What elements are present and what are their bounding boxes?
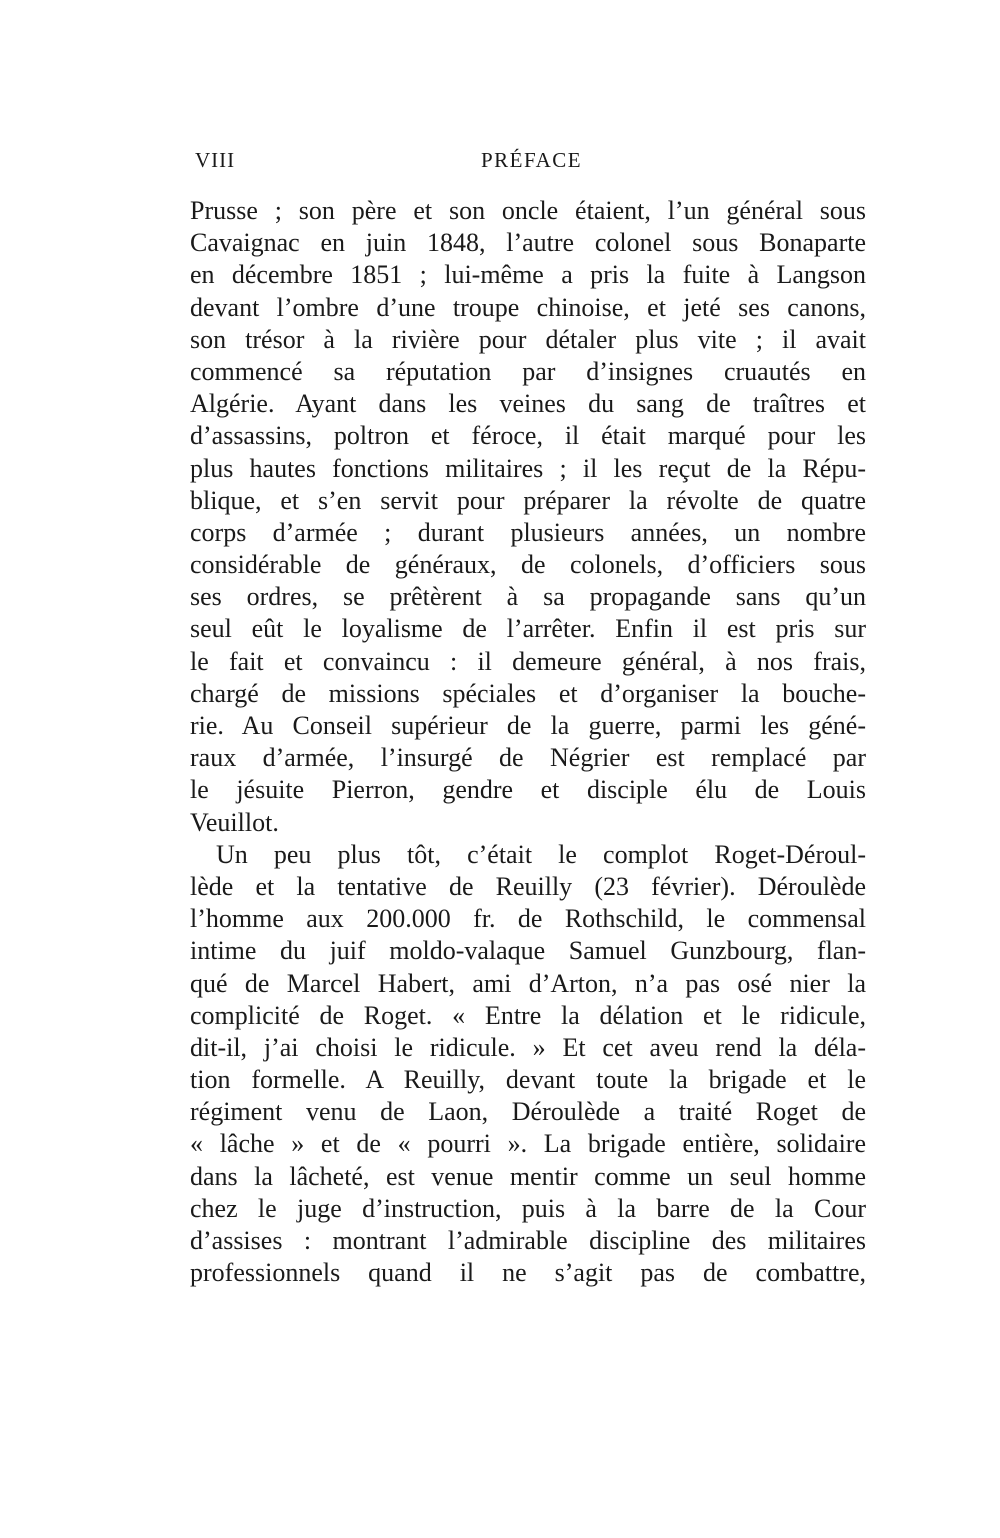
- text-line: Algérie. Ayant dans les veines du sang de traîtres et: [190, 389, 866, 419]
- text-line: complicité de Roget. « Entre la délation et le ridicule,: [190, 1000, 866, 1030]
- text-line: ses ordres, se prêtèrent à sa propagande sans qu’un: [190, 582, 866, 612]
- text-line: lède et la tentative de Reuilly (23 février). Déroulède: [190, 871, 866, 901]
- text-line: le jésuite Pierron, gendre et disciple élu de Louis: [190, 775, 866, 805]
- text-line: blique, et s’en servit pour préparer la révolte de quatre: [190, 485, 866, 515]
- text-line: Un peu plus tôt, c’était le complot Roget-Déroul-: [216, 839, 866, 869]
- text-line: le fait et convaincu : il demeure général, à nos frais,: [190, 646, 866, 676]
- text-line: Veuillot.: [190, 807, 279, 837]
- body-text: [190, 195, 866, 1289]
- text-line: tion formelle. A Reuilly, devant toute la brigade et le: [190, 1065, 866, 1095]
- text-line: corps d’armée ; durant plusieurs années, un nombre: [190, 517, 866, 547]
- text-line: dans la lâcheté, est venue mentir comme un seul homme: [190, 1161, 866, 1191]
- text-line: professionnels quand il ne s’agit pas de combattre,: [190, 1258, 866, 1288]
- text-line: son trésor à la rivière pour détaler plus vite ; il avait: [190, 324, 866, 354]
- page-number: VIII: [195, 148, 236, 172]
- text-line: Cavaignac en juin 1848, l’autre colonel sous Bonaparte: [190, 228, 866, 258]
- running-head: [193, 148, 865, 178]
- text-line: l’homme aux 200.000 fr. de Rothschild, le commensal: [190, 904, 866, 934]
- text-line: seul eût le loyalisme de l’arrêter. Enfin il est pris sur: [190, 614, 866, 644]
- text-line: régiment venu de Laon, Déroulède a traité Roget de: [190, 1097, 866, 1127]
- text-line: qué de Marcel Habert, ami d’Arton, n’a pas osé nier la: [190, 968, 866, 998]
- text-line: d’assises : montrant l’admirable discipline des militaires: [190, 1226, 866, 1255]
- text-line: chez le juge d’instruction, puis à la barre de la Cour: [190, 1193, 866, 1223]
- text-line: en décembre 1851 ; lui-même a pris la fuite à Langson: [190, 260, 866, 290]
- text-line: raux d’armée, l’insurgé de Négrier est remplacé par: [190, 743, 866, 773]
- text-line: commencé sa réputation par d’insignes cruautés en: [190, 356, 866, 386]
- text-line: plus hautes fonctions militaires ; il les reçut de la Répu-: [190, 453, 866, 483]
- running-title: PRÉFACE: [481, 148, 583, 172]
- text-line: devant l’ombre d’une troupe chinoise, et jeté ses canons,: [190, 292, 866, 322]
- text-line: dit-il, j’ai choisi le ridicule. » Et cet aveu rend la déla-: [190, 1032, 866, 1062]
- text-line: Prusse ; son père et son oncle étaient, l’un général sous: [190, 196, 866, 225]
- text-line: rie. Au Conseil supérieur de la guerre, parmi les géné-: [190, 711, 866, 740]
- text-line: « lâche » et de « pourri ». La brigade entière, solidaire: [190, 1129, 866, 1159]
- text-line: intime du juif moldo-valaque Samuel Gunzbourg, flan-: [190, 936, 866, 966]
- text-line: considérable de généraux, de colonels, d’officiers sous: [190, 550, 866, 580]
- text-line: d’assassins, poltron et féroce, il était marqué pour les: [190, 421, 866, 451]
- text-line: chargé de missions spéciales et d’organiser la bouche-: [190, 678, 866, 708]
